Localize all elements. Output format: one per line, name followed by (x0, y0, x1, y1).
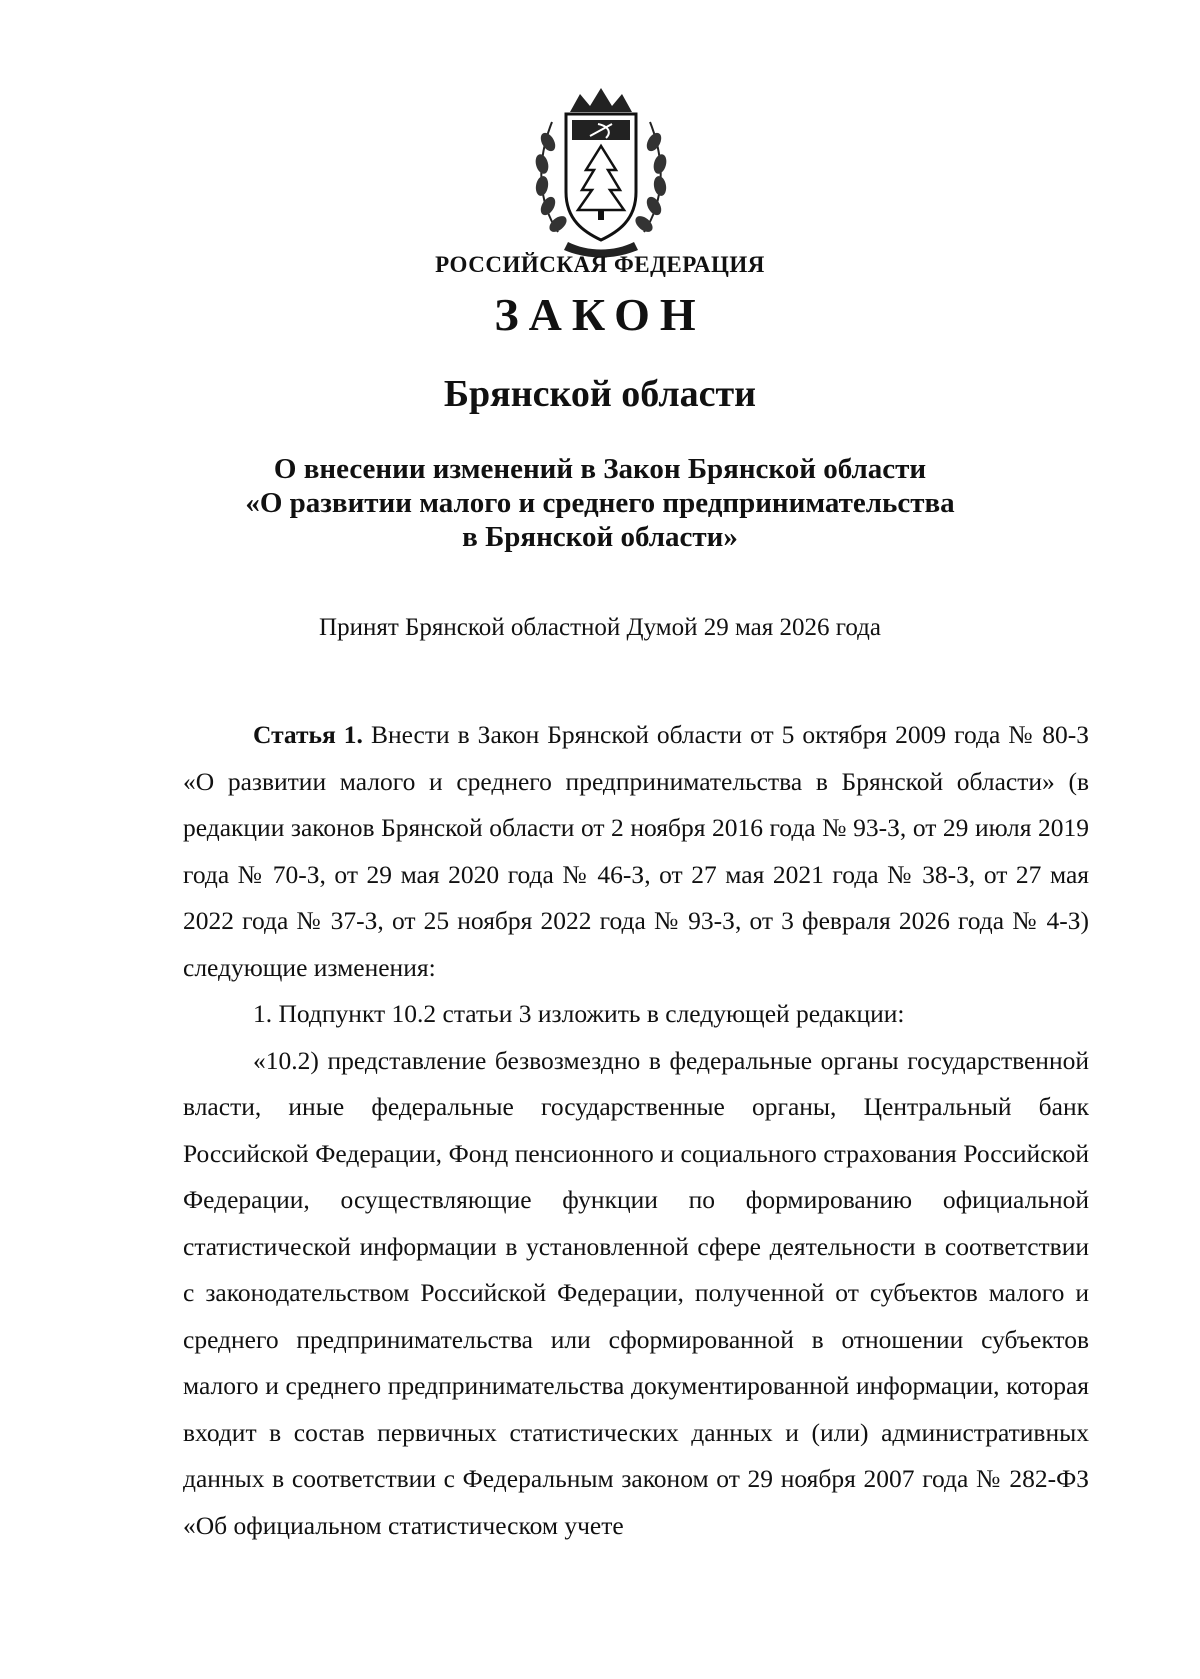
item-1-paragraph: 1. Подпункт 10.2 статьи 3 изложить в следующей редакции: (253, 999, 905, 1028)
article-1-text: Внести в Закон Брянской области от 5 октября 2009 года № 80-З «О развитии малого и среднего предпринимательства в Брянской области» (в редакции законов Брянской области от 2 ноября 2016 года № 93-З, от 29 июля 2019 года № 70-З, от 29 мая 2020 года № 46-З, от 27 мая 2021 года № 38-З, от 27 мая 2022 года № 37-З, от 25 ноября 2022 года № 93-З, от 3 февраля 2026 года № 4-З) следующие изменения: (183, 720, 1089, 982)
article-1-paragraph (183, 712, 1089, 991)
law-heading: ЗАКОН (494, 289, 706, 340)
title-line-3: в Брянской области» (462, 521, 738, 553)
region-heading: Брянской области (443, 373, 757, 415)
document-body (183, 712, 1089, 1549)
adoption-line: Принят Брянской областной Думой 29 мая 2026 года (319, 614, 881, 641)
article-1-label: Статья 1. (253, 720, 363, 749)
quoted-amendment-paragraph: «10.2) представление безвозмездно в федеральные органы государственной власти, иные федеральные государственные органы, Центральный банк Российской Федерации, Фонд пенсионного и социального страхования Российской Федерации, осуществляющие функции по формированию официальной статистической информации в установленной сфере деятельности в соответствии с законодательством Российской Федерации, полученной от субъектов малого и среднего предпринимательства или сформированной в отношении субъектов малого и среднего предпринимательства документированной информации, которая входит в состав первичных статистических данных и (или) административных данных в соответствии с Федеральным законом от 29 ноября 2007 года № 282-ФЗ «Об официальном статистическом учете (183, 1045, 1089, 1540)
federation-heading: РОССИЙСКАЯ ФЕДЕРАЦИЯ (435, 252, 765, 277)
title-line-1: О внесении изменений в Закон Брянской области (273, 453, 927, 485)
bryansk-coat-of-arms-icon (528, 82, 674, 258)
document-title (0, 452, 1200, 554)
title-line-2: «О развитии малого и среднего предпринимательства (245, 487, 955, 519)
